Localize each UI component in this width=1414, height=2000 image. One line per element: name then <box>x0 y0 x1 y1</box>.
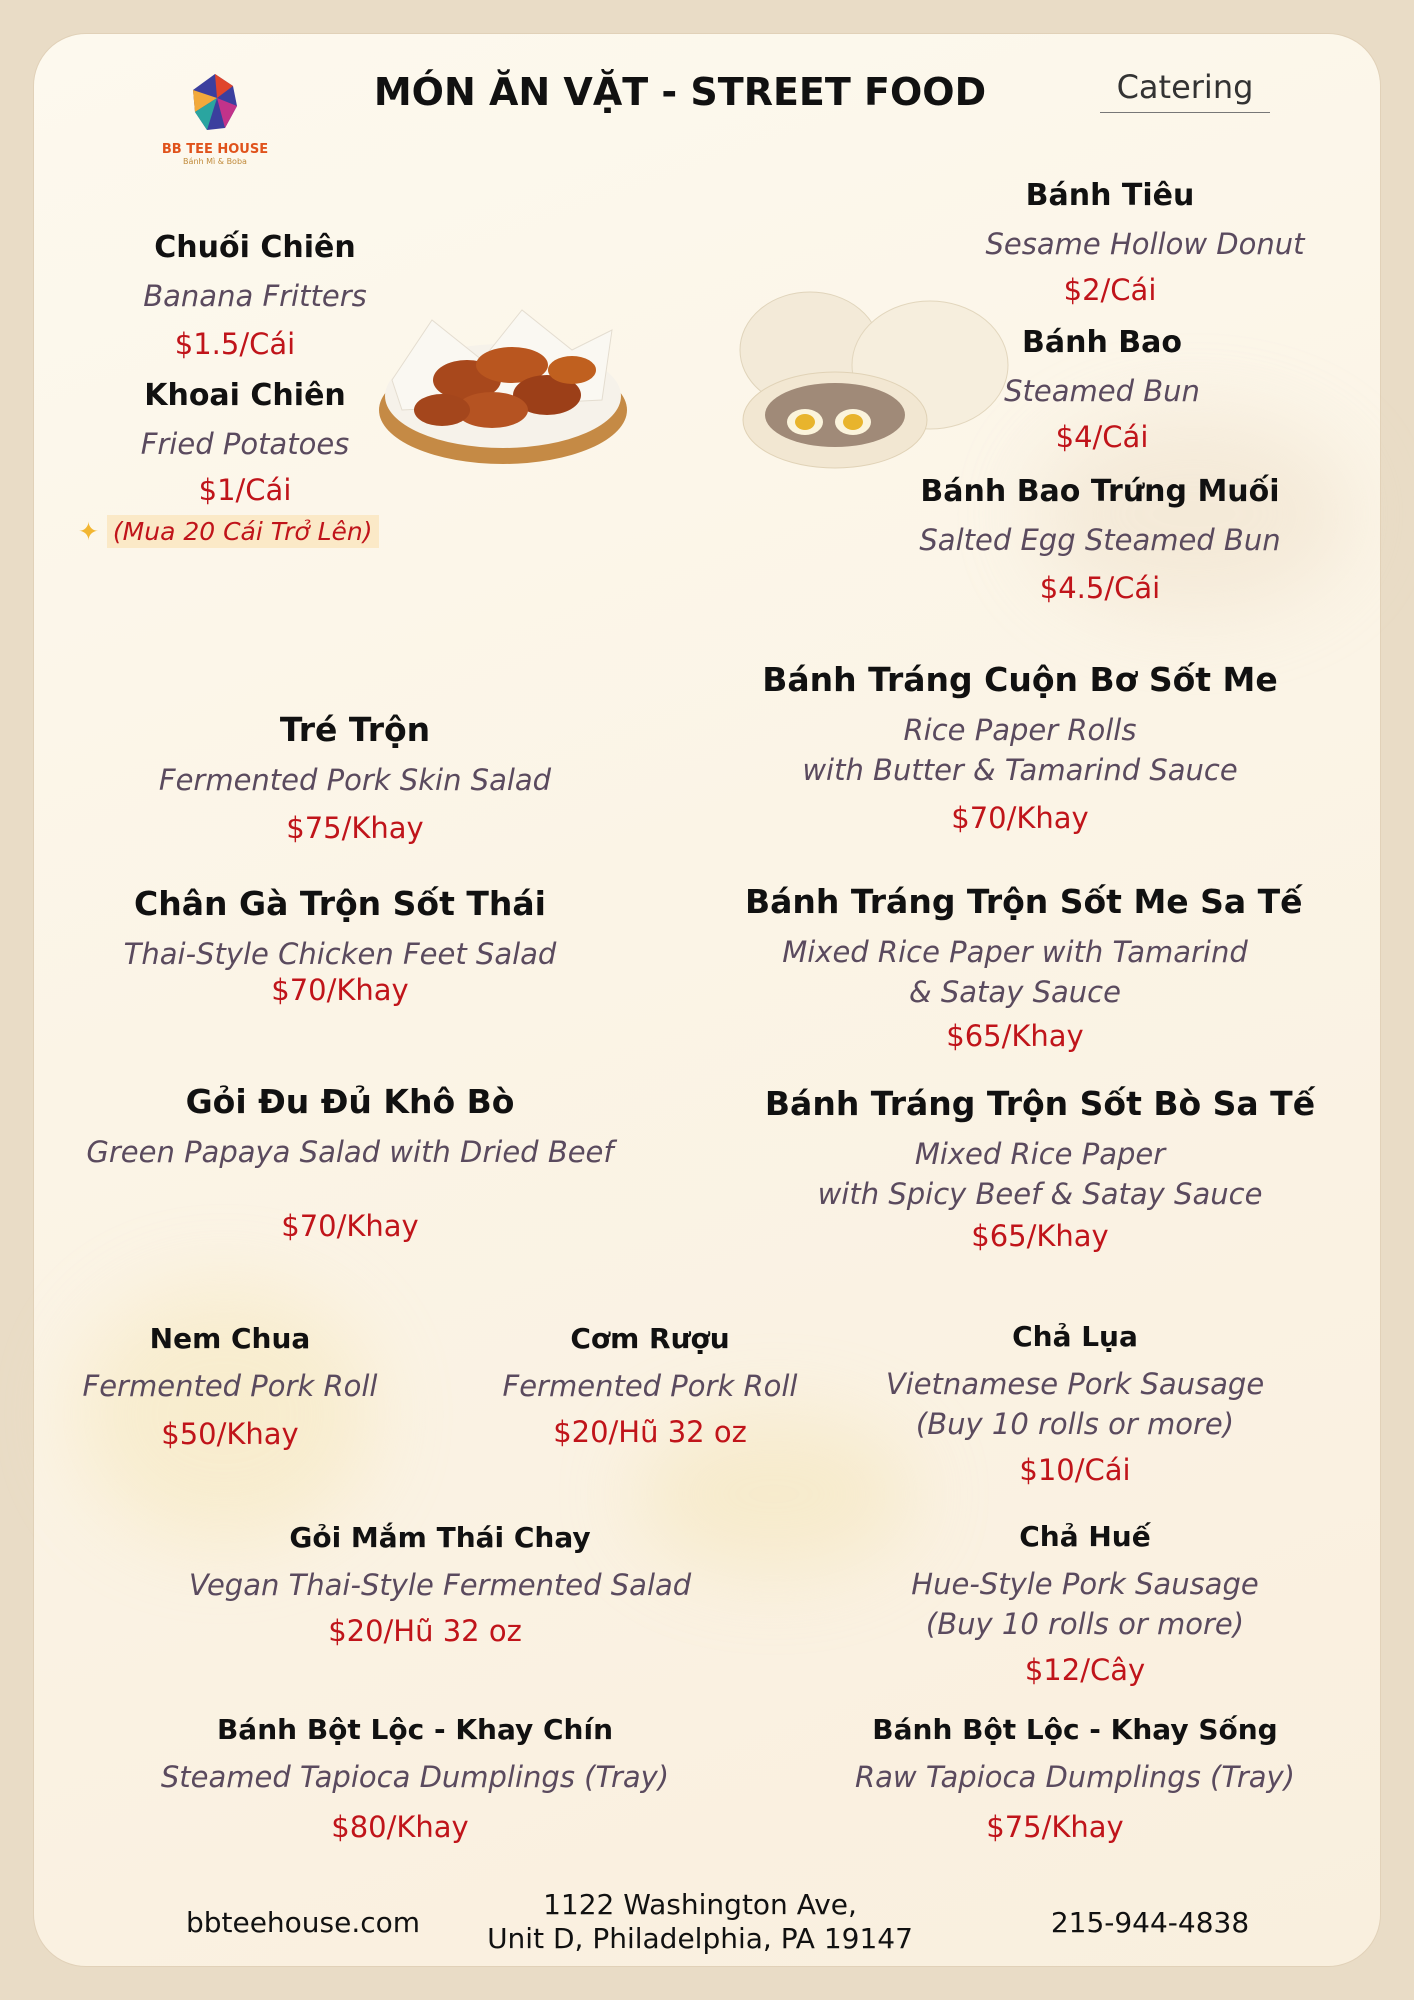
item-desc: Sesame Hollow Donut <box>985 227 1305 261</box>
item-price: $70/Khay <box>951 801 1089 835</box>
item-name: Bánh Bao <box>1022 325 1182 360</box>
address <box>470 1888 930 1956</box>
logo-text: BB TEE HOUSE <box>161 142 269 157</box>
item-price: $70/Khay <box>281 1209 419 1243</box>
item-desc: Steamed Tapioca Dumplings (Tray) <box>160 1760 670 1794</box>
logo <box>150 72 280 166</box>
item-price: $1.5/Cái <box>174 327 296 361</box>
item-price: $50/Khay <box>161 1417 299 1451</box>
item-desc: Mixed Rice Paper <box>914 1137 1166 1171</box>
address-line-2: Unit D, Philadelphia, PA 19147 <box>487 1922 913 1955</box>
item-price: $75/Khay <box>986 1810 1124 1844</box>
note-text: (Mua 20 Cái Trở Lên) <box>107 515 379 548</box>
item-name: Cơm Rượu <box>570 1322 730 1355</box>
menu-item-tre-tron <box>100 710 610 845</box>
item-desc: Rice Paper Rolls <box>903 713 1137 747</box>
item-price: $65/Khay <box>971 1219 1109 1253</box>
item-name: Bánh Tráng Cuộn Bơ Sốt Me <box>762 660 1278 699</box>
catering-label: Catering <box>1100 68 1270 113</box>
logo-subtext: Bánh Mì & Boba <box>183 157 247 166</box>
item-price: $1/Cái <box>198 473 292 507</box>
item-price: $10/Cái <box>1019 1453 1131 1487</box>
item-name: Chả Lụa <box>1012 1320 1138 1353</box>
item-name: Bánh Bột Lộc - Khay Chín <box>216 1713 614 1746</box>
item-desc: Steamed Bun <box>1004 374 1200 408</box>
menu-item-nem-chua <box>60 1322 400 1451</box>
item-price: $65/Khay <box>946 1019 1084 1053</box>
menu-item-bot-loc-song <box>810 1713 1340 1844</box>
item-desc: (Buy 10 rolls or more) <box>925 1607 1245 1641</box>
item-price: $12/Cây <box>1024 1653 1146 1687</box>
item-name: Bánh Bột Lộc - Khay Sống <box>872 1713 1278 1746</box>
item-name: Bánh Tráng Trộn Sốt Bò Sa Tế <box>764 1084 1316 1123</box>
page-title: MÓN ĂN VẶT - STREET FOOD <box>373 70 987 114</box>
item-desc: with Butter & Tamarind Sauce <box>802 753 1238 787</box>
item-desc: Raw Tapioca Dumplings (Tray) <box>855 1760 1295 1794</box>
item-name: Gỏi Mắm Thái Chay <box>289 1521 591 1554</box>
item-desc: & Satay Sauce <box>909 975 1121 1009</box>
item-name: Bánh Bao Trứng Muối <box>920 474 1280 509</box>
item-desc: (Buy 10 rolls or more) <box>915 1407 1235 1441</box>
menu-item-chan-ga <box>80 884 600 1007</box>
menu-item-bot-loc-chin <box>130 1713 700 1844</box>
item-desc: Vietnamese Pork Sausage <box>885 1367 1265 1401</box>
item-desc: with Spicy Beef & Satay Sauce <box>817 1177 1263 1211</box>
item-desc: Vegan Thai-Style Fermented Salad <box>188 1568 692 1602</box>
menu-item-cha-lua <box>855 1320 1295 1487</box>
item-desc: Salted Egg Steamed Bun <box>919 523 1281 557</box>
item-name: Chuối Chiên <box>154 230 356 265</box>
item-desc: Fermented Pork Skin Salad <box>158 763 552 797</box>
item-price: $20/Hũ 32 oz <box>553 1415 747 1449</box>
item-price: $4.5/Cái <box>1039 571 1161 605</box>
item-price: $75/Khay <box>286 811 424 845</box>
item-name: Chả Huế <box>1019 1520 1151 1553</box>
item-name: Bánh Tiêu <box>1025 178 1195 213</box>
item-desc: Hue-Style Pork Sausage <box>911 1567 1259 1601</box>
banana-fritters-image <box>372 300 634 470</box>
logo-emblem-icon <box>187 72 243 134</box>
item-desc: Green Papaya Salad with Dried Beef <box>86 1135 614 1169</box>
item-desc: Fermented Pork Roll <box>82 1369 378 1403</box>
item-name: Khoai Chiên <box>144 378 346 413</box>
menu-item-khoai-chien <box>90 378 400 507</box>
menu-item-goi-mam <box>150 1521 730 1648</box>
menu-item-banh-tieu <box>960 178 1330 307</box>
item-name: Gỏi Đu Đủ Khô Bò <box>185 1082 515 1121</box>
item-desc: Mixed Rice Paper with Tamarind <box>782 935 1248 969</box>
address-line-1: 1122 Washington Ave, <box>543 1888 857 1921</box>
item-desc: Fermented Pork Roll <box>502 1369 798 1403</box>
menu-item-banh-trang-tron-me <box>745 882 1303 1053</box>
item-price: $4/Cái <box>1055 420 1149 454</box>
menu-item-banh-bao-trung-muoi <box>895 474 1305 605</box>
menu-item-banh-trang-cuon <box>760 660 1280 835</box>
menu-item-cha-hue <box>865 1520 1305 1687</box>
item-name: Bánh Tráng Trộn Sốt Me Sa Tế <box>745 882 1303 921</box>
website-link[interactable]: bbteehouse.com <box>185 1906 421 1939</box>
item-desc: Thai-Style Chicken Feet Salad <box>123 937 557 971</box>
quantity-note <box>78 517 379 546</box>
item-desc: Banana Fritters <box>143 279 367 313</box>
item-price: $20/Hũ 32 oz <box>328 1614 522 1648</box>
item-price: $80/Khay <box>331 1810 469 1844</box>
sparkle-icon: ✦ <box>78 517 99 546</box>
menu-item-goi-du-du <box>70 1082 630 1243</box>
menu-item-com-ruou <box>480 1322 820 1449</box>
item-price: $2/Cái <box>1063 273 1157 307</box>
item-price: $70/Khay <box>271 973 409 1007</box>
menu-item-chuoi-chien <box>100 230 410 361</box>
item-desc: Fried Potatoes <box>140 427 350 461</box>
item-name: Nem Chua <box>149 1322 311 1355</box>
menu-item-banh-bao <box>962 325 1322 454</box>
item-name: Chân Gà Trộn Sốt Thái <box>134 884 546 923</box>
phone-number[interactable]: 215-944-4838 <box>1050 1906 1250 1939</box>
item-name: Tré Trộn <box>279 710 431 749</box>
menu-item-banh-trang-tron-bo <box>755 1084 1325 1253</box>
